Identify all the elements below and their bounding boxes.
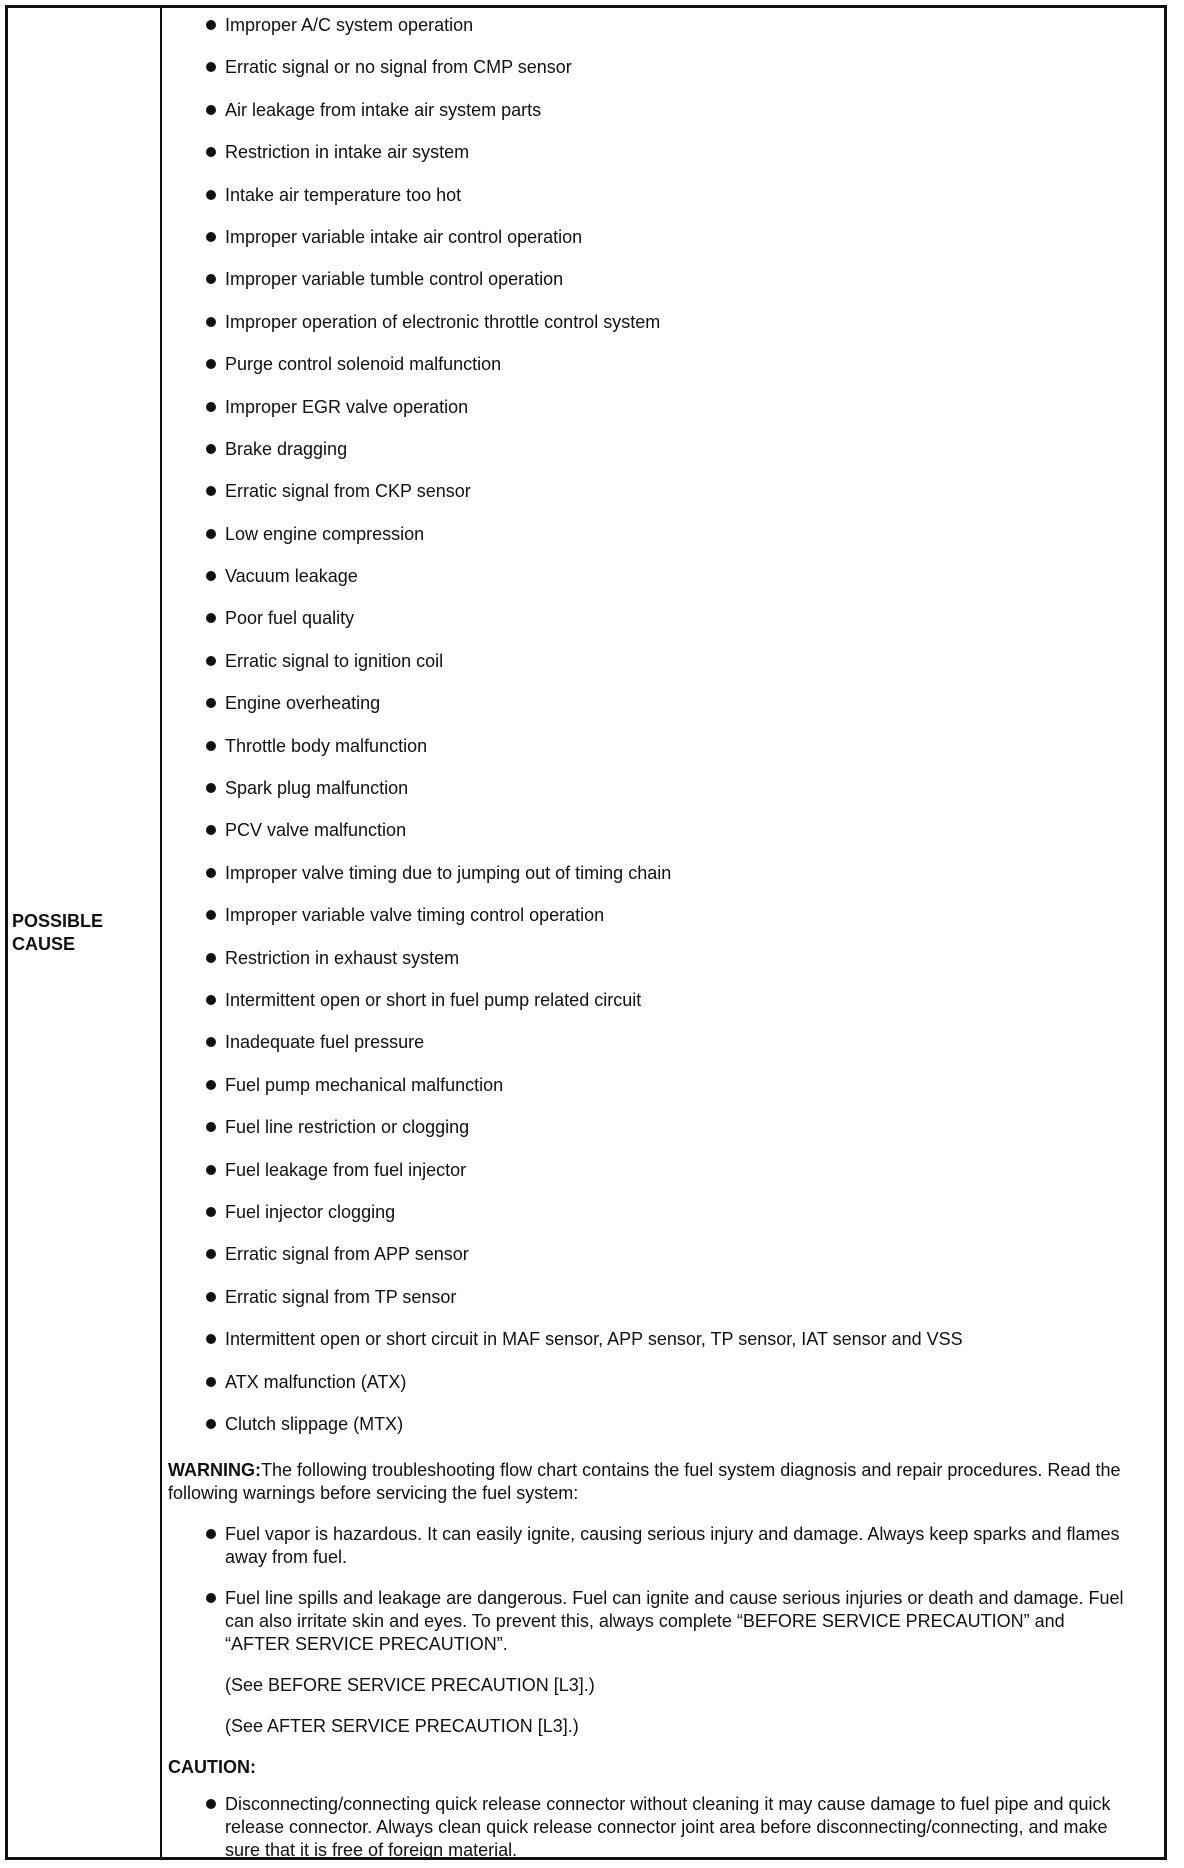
cause-text: Improper EGR valve operation: [225, 396, 469, 417]
cause-item: [168, 692, 1164, 734]
cause-item: [168, 353, 1164, 395]
bullet-icon: [206, 868, 216, 878]
caution-label: CAUTION:: [168, 1757, 256, 1778]
bullet-icon: [206, 1122, 216, 1132]
cause-item: [168, 1371, 1164, 1413]
cause-item: [168, 1286, 1164, 1328]
row-label-cell: [8, 8, 162, 1857]
warning-list: [168, 1523, 1164, 1656]
cause-text: PCV valve malfunction: [225, 820, 407, 841]
cause-item: [168, 904, 1164, 946]
cause-text: Vacuum leakage: [225, 566, 358, 587]
cause-text: Erratic signal from APP sensor: [225, 1244, 469, 1265]
bullet-icon: [206, 741, 216, 751]
cause-item: [168, 819, 1164, 861]
cause-text: Throttle body malfunction: [225, 735, 428, 756]
possible-cause-table: [5, 5, 1167, 1860]
cause-text: Intermittent open or short in fuel pump related circuit: [225, 989, 642, 1010]
cause-text: Brake dragging: [225, 438, 348, 459]
bullet-icon: [206, 1207, 216, 1217]
cause-item: [168, 396, 1164, 438]
bullet-icon: [206, 571, 216, 581]
bullet-icon: [206, 20, 216, 30]
cause-item: [168, 947, 1164, 989]
cause-text: Clutch slippage (MTX): [225, 1413, 404, 1434]
cause-text: Fuel injector clogging: [225, 1201, 396, 1222]
bullet-icon: [206, 274, 216, 284]
cause-item: [168, 1074, 1164, 1116]
bullet-icon: [206, 783, 216, 793]
bullet-icon: [206, 444, 216, 454]
cause-item: [168, 1243, 1164, 1285]
cause-text: Intake air temperature too hot: [225, 184, 462, 205]
cause-item: [168, 1201, 1164, 1243]
cause-text: Intermittent open or short circuit in MAF sensor, APP sensor, TP sensor, IAT sensor and VSS: [225, 1329, 963, 1350]
bullet-icon: [206, 825, 216, 835]
bullet-icon: [206, 1292, 216, 1302]
cause-text: Improper A/C system operation: [225, 15, 474, 35]
bullet-icon: [206, 317, 216, 327]
cause-text: Erratic signal to ignition coil: [225, 650, 444, 671]
bullet-icon: [206, 995, 216, 1005]
bullet-icon: [206, 613, 216, 623]
cause-item: [168, 438, 1164, 480]
causes-list: [168, 14, 1164, 1455]
cause-item: [168, 184, 1164, 226]
cause-text: Erratic signal from CKP sensor: [225, 481, 471, 502]
cause-text: ATX malfunction (ATX): [225, 1371, 407, 1392]
cause-text: Restriction in exhaust system: [225, 947, 460, 968]
bullet-icon: [206, 953, 216, 963]
cause-text: Fuel line restriction or clogging: [225, 1117, 470, 1138]
content-cell: [162, 8, 1164, 1861]
cause-item: [168, 1328, 1164, 1370]
row-label: POSSIBLE CAUSE: [12, 910, 104, 954]
bullet-icon: [206, 1529, 216, 1539]
cause-text: Inadequate fuel pressure: [225, 1032, 425, 1053]
warning-item: Fuel vapor is hazardous. It can easily ignite, causing serious injury and damage. Always keep sparks and flames away from fuel.: [168, 1523, 1164, 1569]
warning-item: Fuel line spills and leakage are dangerous. Fuel can ignite and cause serious injuries or death and damage. Fuel can also irritate skin and eyes. To prevent this, always complete “BEFORE SERVICE PRECAUTION” and “AFTER SERVICE PRECAUTION”.: [168, 1587, 1164, 1656]
cause-text: Improper operation of electronic throttle control system: [225, 311, 661, 332]
bullet-icon: [206, 1377, 216, 1387]
cause-item: [168, 862, 1164, 904]
cause-text: Poor fuel quality: [225, 608, 355, 629]
warning-paragraph: [168, 1459, 1164, 1505]
bullet-icon: [206, 1419, 216, 1429]
cause-item: [168, 226, 1164, 268]
cause-item: [168, 311, 1164, 353]
cause-text: Fuel pump mechanical malfunction: [225, 1074, 504, 1095]
bullet-icon: [206, 1037, 216, 1047]
bullet-icon: [206, 656, 216, 666]
bullet-icon: [206, 147, 216, 157]
cause-text: Erratic signal from TP sensor: [225, 1286, 457, 1307]
bullet-icon: [206, 1080, 216, 1090]
cause-item: [168, 523, 1164, 565]
bullet-icon: [206, 910, 216, 920]
cause-item: [168, 56, 1164, 98]
cause-text: Restriction in intake air system: [225, 142, 470, 163]
cause-item: [168, 1413, 1164, 1455]
cause-item: [168, 565, 1164, 607]
warning-label: WARNING:: [168, 1460, 261, 1481]
cause-item: [168, 99, 1164, 141]
cause-text: Purge control solenoid malfunction: [225, 354, 502, 375]
bullet-icon: [206, 698, 216, 708]
bullet-icon: [206, 529, 216, 539]
bullet-icon: [206, 1334, 216, 1344]
cause-item: [168, 1159, 1164, 1201]
cause-text: Erratic signal or no signal from CMP sensor: [225, 57, 572, 78]
cause-text: Fuel leakage from fuel injector: [225, 1159, 467, 1180]
cause-item: [168, 607, 1164, 649]
see-after-reference: (See AFTER SERVICE PRECAUTION [L3].): [225, 1716, 579, 1737]
warning-text: The following troubleshooting flow chart contains the fuel system diagnosis and repair procedures. Read the following warnings before servicing the fuel system:: [168, 1460, 1121, 1504]
bullet-icon: [206, 1593, 216, 1603]
cause-text: Spark plug malfunction: [225, 778, 409, 799]
cause-item: [168, 777, 1164, 819]
cause-text: Air leakage from intake air system parts: [225, 99, 542, 120]
bullet-icon: [206, 232, 216, 242]
bullet-icon: [206, 105, 216, 115]
cause-text: Improper variable intake air control operation: [225, 226, 583, 247]
cause-item: [168, 141, 1164, 183]
cause-item: [168, 989, 1164, 1031]
caution-list: [168, 1793, 1164, 1862]
cause-item: [168, 14, 1164, 56]
see-before-reference: (See BEFORE SERVICE PRECAUTION [L3].): [225, 1675, 595, 1696]
caution-item: Disconnecting/connecting quick release connector without cleaning it may cause damage to fuel pipe and quick release connector. Always clean quick release connector joint area before disconnecting/connecting, and make sure that it is free of foreign material.: [168, 1793, 1164, 1862]
cause-item: [168, 1116, 1164, 1158]
bullet-icon: [206, 62, 216, 72]
cause-text: Improper variable valve timing control operation: [225, 905, 605, 926]
cause-item: [168, 650, 1164, 692]
bullet-icon: [206, 486, 216, 496]
bullet-icon: [206, 359, 216, 369]
bullet-icon: [206, 402, 216, 412]
cause-item: [168, 1031, 1164, 1073]
cause-text: Engine overheating: [225, 693, 381, 714]
cause-text: Improper valve timing due to jumping out of timing chain: [225, 862, 672, 883]
cause-text: Improper variable tumble control operation: [225, 269, 564, 290]
cause-item: [168, 480, 1164, 522]
cause-text: Low engine compression: [225, 523, 425, 544]
bullet-icon: [206, 1249, 216, 1259]
cause-item: [168, 735, 1164, 777]
bullet-icon: [206, 190, 216, 200]
caution-heading: [168, 1756, 1164, 1779]
cause-item: [168, 268, 1164, 310]
bullet-icon: [206, 1799, 216, 1809]
bullet-icon: [206, 1165, 216, 1175]
